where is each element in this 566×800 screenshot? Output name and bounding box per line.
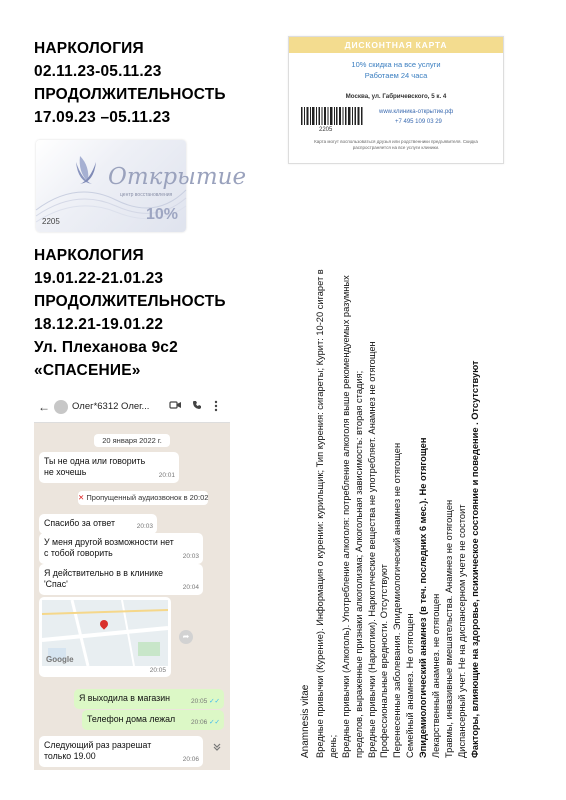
anamnesis-document bbox=[296, 188, 532, 768]
anamnesis-line: Вредные привычки (Курение). Информация о курении: курильщик; Тип курения: сигареты; Курит: 10-20 сигарет в bbox=[314, 269, 325, 758]
anamnesis-line: Перенесенные заболевания. Эпидемиологический анамнез не отягощен bbox=[392, 442, 403, 758]
discount-card-header: ДИСКОНТНАЯ КАРТА bbox=[289, 37, 503, 53]
heading-line: 02.11.23-05.11.23 bbox=[34, 63, 162, 80]
heading-line: Ул. Плеханова 9с2 bbox=[34, 339, 178, 356]
heading-line: «СПАСЕНИЕ» bbox=[34, 362, 141, 379]
discount-phone: +7 495 109 03 29 bbox=[395, 119, 442, 125]
contact-name[interactable]: Олег*6312 Олег... bbox=[72, 401, 150, 412]
message-time: 20:03 bbox=[182, 553, 199, 560]
missed-call-notice[interactable] bbox=[78, 491, 208, 505]
message-outgoing[interactable] bbox=[74, 689, 224, 709]
message-time: 20:06 ✓✓ bbox=[191, 719, 220, 726]
scroll-down-icon[interactable] bbox=[212, 742, 222, 752]
heading-block-2 bbox=[34, 244, 226, 382]
message-incoming[interactable] bbox=[39, 452, 179, 483]
chat-header bbox=[34, 392, 230, 423]
card-number: 2205 bbox=[42, 217, 60, 226]
message-text: Я выходила в магазин bbox=[79, 693, 170, 703]
message-time: 20:06 bbox=[182, 756, 199, 763]
discount-line: Работаем 24 часа bbox=[364, 71, 428, 80]
message-text: Следующий раз разрешат только 19.00 bbox=[44, 740, 152, 761]
message-time: 20:05 ✓✓ bbox=[191, 698, 220, 705]
heading-line: ПРОДОЛЖИТЕЛЬНОСТЬ bbox=[34, 86, 226, 103]
discount-website: www.клиника-открытие.рф bbox=[379, 109, 454, 115]
location-message[interactable] bbox=[39, 597, 171, 677]
phone-icon[interactable] bbox=[192, 400, 202, 410]
anamnesis-line: Вредные привычки (Наркотики). Наркотические вещества не употребляет. Анамнез не отягощен bbox=[366, 341, 377, 758]
heading-line: ПРОДОЛЖИТЕЛЬНОСТЬ bbox=[34, 293, 226, 310]
anamnesis-line: Профессиональные вредности. Отсутствуют bbox=[379, 564, 390, 758]
anamnesis-line: пределов, выраженные признаки алкоголизма; Алкогольная зависимость: вторая стадия; bbox=[353, 370, 364, 758]
message-time: 20:01 bbox=[158, 472, 175, 479]
video-call-icon[interactable] bbox=[170, 400, 181, 410]
message-incoming[interactable] bbox=[39, 514, 157, 534]
avatar[interactable] bbox=[54, 400, 68, 414]
message-text: Ты не одна или говорить не хочешь bbox=[44, 456, 146, 477]
heading-line: 17.09.23 –05.11.23 bbox=[34, 109, 171, 126]
message-outgoing[interactable] bbox=[82, 710, 224, 730]
message-text: Спасибо за ответ bbox=[44, 518, 115, 528]
more-options-icon[interactable] bbox=[214, 400, 218, 412]
google-logo: Google bbox=[46, 655, 74, 664]
message-incoming[interactable] bbox=[39, 564, 203, 595]
forward-icon[interactable]: ➦ bbox=[179, 630, 193, 644]
discount-address: Москва, ул. Габричевского, 5 к. 4 bbox=[345, 93, 447, 100]
message-incoming[interactable] bbox=[39, 736, 203, 767]
anamnesis-line: Травмы, инвазивные вмешательства. Анамнез не отягощен bbox=[443, 499, 454, 758]
anamnesis-line: Факторы, влияющие на здоровье, психическое состояние и поведение . Отсутствуют bbox=[469, 360, 480, 758]
missed-call-icon: ✕ bbox=[78, 493, 85, 502]
message-text: Я действительно в в клинике 'Спас' bbox=[44, 568, 164, 589]
anamnesis-line: день; bbox=[327, 734, 338, 758]
message-incoming[interactable] bbox=[39, 533, 203, 564]
card-discount: 10% bbox=[145, 206, 178, 223]
date-separator: 20 января 2022 г. bbox=[94, 434, 170, 447]
anamnesis-title: Anamnesis vitae bbox=[300, 684, 311, 758]
message-text: Телефон дома лежал bbox=[87, 714, 176, 724]
discount-card bbox=[288, 36, 504, 164]
logo-tagline: центр восстановления bbox=[120, 192, 173, 198]
message-time: 20:05 bbox=[149, 667, 166, 674]
clinic-logo-card bbox=[36, 140, 247, 232]
message-text: У меня другой возможности нет с тобой говорить bbox=[44, 537, 174, 558]
map-preview[interactable] bbox=[42, 600, 168, 666]
anamnesis-line: Вредные привычки (Алкоголь). Употребление алкоголя: потребление алкоголя выше рекомендуемых разумных bbox=[340, 275, 351, 758]
anamnesis-text bbox=[296, 188, 532, 768]
barcode-icon bbox=[301, 107, 363, 125]
heading-line: 18.12.21-19.01.22 bbox=[34, 316, 164, 333]
heading-block-1 bbox=[34, 37, 226, 129]
chat-screenshot bbox=[34, 392, 230, 770]
anamnesis-line: Семейный анамнез. Не отягощен bbox=[405, 613, 416, 758]
heading-line: 19.01.22-21.01.23 bbox=[34, 270, 164, 287]
heading-line: НАРКОЛОГИЯ bbox=[34, 40, 144, 57]
discount-line: 10% скидка на все услуги bbox=[351, 60, 441, 69]
anamnesis-line: Лекарственный анамнез. не отягощен bbox=[431, 593, 442, 758]
message-time: 20:04 bbox=[182, 584, 199, 591]
discount-fine-print: Карта могут воспользоваться друзья или родственники предъявителя. Скидка распространяется на все услуги клиники. bbox=[314, 139, 478, 150]
anamnesis-line: Эпидемиологический анамнез (в теч. последних 6 мес.). Не отягощен bbox=[418, 437, 429, 758]
read-ticks-icon: ✓✓ bbox=[209, 698, 220, 705]
anamnesis-line: Диспансерный учет. Не на диспансерном учете не состоит bbox=[456, 504, 467, 758]
barcode-number: 2205 bbox=[319, 127, 333, 133]
message-time: 20:03 bbox=[136, 523, 153, 530]
back-arrow-icon[interactable]: ← bbox=[38, 400, 50, 414]
logo-brand: Открытие bbox=[108, 164, 247, 190]
missed-call-text: Пропущенный аудиозвонок в 20:02 bbox=[86, 493, 209, 502]
read-ticks-icon: ✓✓ bbox=[209, 719, 220, 726]
heading-line: НАРКОЛОГИЯ bbox=[34, 247, 144, 264]
